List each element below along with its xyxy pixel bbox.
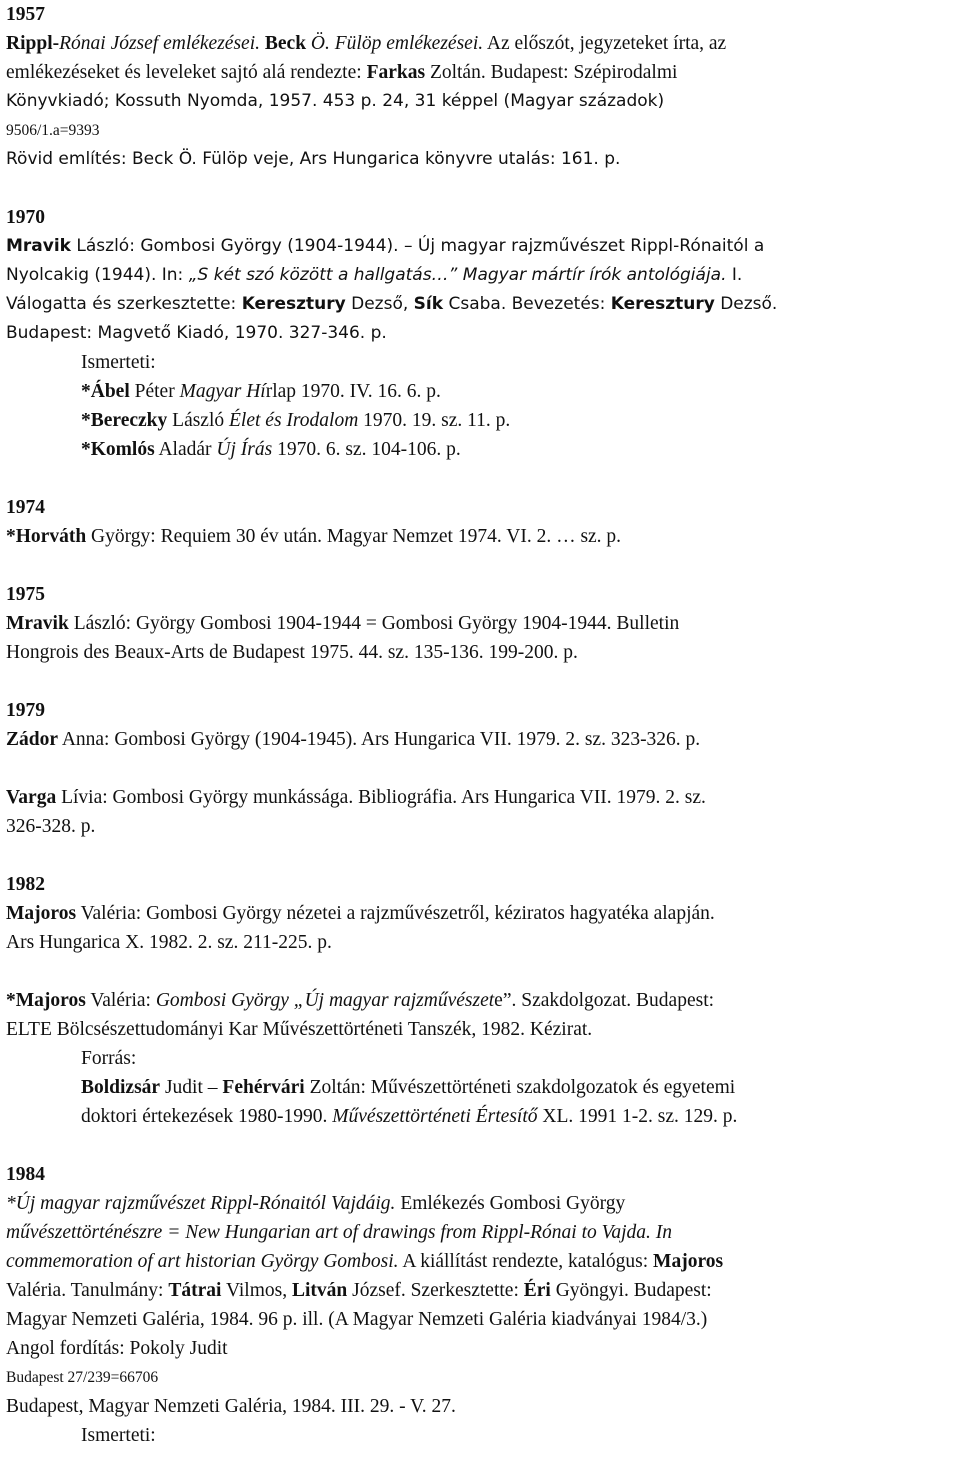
author-surname: Sík <box>413 294 444 314</box>
author-surname: *Bereczky <box>81 410 168 431</box>
entry-1957-line-1: Rippl-Rónai József emlékezései. Beck Ö. Fülöp emlékezései. Az előszót, jegyzeteket írta, az <box>6 33 727 54</box>
author-surname: Keresztury <box>610 294 715 314</box>
review-line: *Komlós Aladár Új Írás 1970. 6. sz. 104-106. p. <box>81 439 461 460</box>
entry-1984-line-3: commemoration of art historian György Gombosi. A kiállítást rendezte, katalógus: Majoros <box>6 1251 724 1272</box>
author-surname: Fehérvári <box>222 1077 305 1098</box>
author-surname: Keresztury <box>241 294 346 314</box>
entry-1970-line-4: Budapest: Magvető Kiadó, 1970. 327-346. p. <box>6 323 387 343</box>
author-surname: Beck <box>264 33 307 54</box>
review-heading: Ismerteti: <box>81 352 156 373</box>
entry-1970-line-2: Nyolcakig (1944). In: „S két szó között a hallgatás…” Magyar mártír írók antológiája. I. <box>6 265 743 285</box>
title: művészettörténészre = New Hungarian art of drawings from Rippl-Rónai to Vajda. In <box>6 1222 673 1243</box>
author-surname: Majoros <box>653 1251 724 1272</box>
year-heading-1974: 1974 <box>6 497 45 518</box>
entry-1984-translation: Angol fordítás: Pokoly Judit <box>6 1338 228 1359</box>
entry-1979b-line-2: 326-328. p. <box>6 816 96 837</box>
author-surname: *Horváth <box>6 526 87 547</box>
author-surname: Mravik <box>6 613 69 634</box>
year-heading-1982: 1982 <box>6 874 45 895</box>
bibliography-page <box>6 0 956 1450</box>
author-surname: *Majoros <box>6 990 86 1011</box>
title: Gombosi György „Új magyar rajzművészet <box>155 990 495 1011</box>
review-heading: Ismerteti: <box>81 1425 156 1446</box>
entry-1970-line-3: Válogatta és szerkesztette: Keresztury Dezső, Sík Csaba. Bevezetés: Keresztury Dezső. <box>6 294 778 314</box>
entry-1984-call-number: Budapest 27/239=66706 <box>6 1369 159 1386</box>
title: commemoration of art historian György Gombosi. <box>6 1251 399 1272</box>
title: Rónai József emlékezései. <box>59 33 260 54</box>
source-line-2: doktori értekezések 1980-1990. Művészettörténeti Értesítő XL. 1991 1-2. sz. 129. p. <box>81 1106 738 1127</box>
entry-1957-line-2: emlékezéseket és leveleket sajtó alá rendezte: Farkas Zoltán. Budapest: Szépirodalmi <box>6 62 678 83</box>
review-line: *Ábel Péter Magyar Hírlap 1970. IV. 16. 6. p. <box>81 381 441 402</box>
year-heading-1984: 1984 <box>6 1164 45 1185</box>
year-heading-1957: 1957 <box>6 4 45 25</box>
author-surname: Boldizsár <box>81 1077 161 1098</box>
author-surname: Rippl- <box>6 33 60 54</box>
entry-1984-exhibition: Budapest, Magyar Nemzeti Galéria, 1984. III. 29. - V. 27. <box>6 1396 456 1417</box>
entry-1984-line-2 <box>6 1218 956 1247</box>
author-surname: Tátrai <box>168 1280 222 1301</box>
entry-1982-line-1: Majoros Valéria: Gombosi György nézetei a rajzművészetről, kéziratos hagyatéka alapján. <box>6 903 715 924</box>
author-surname: Mravik <box>6 236 71 256</box>
author-surname: Éri <box>523 1280 551 1301</box>
entry-1957-call-number: 9506/1.a=9393 <box>6 122 100 139</box>
title: Magyar Hí <box>179 381 266 402</box>
year-heading-1970: 1970 <box>6 207 45 228</box>
author-surname: Farkas <box>366 62 426 83</box>
author-surname: Zádor <box>6 729 59 750</box>
author-surname: Varga <box>6 787 57 808</box>
entry-1979-line-1: Zádor Anna: Gombosi György (1904-1945). Ars Hungarica VII. 1979. 2. sz. 323-326. p. <box>6 729 701 750</box>
entry-1975-line-1: Mravik László: György Gombosi 1904-1944 = Gombosi György 1904-1944. Bulletin <box>6 613 680 634</box>
year-heading-1979: 1979 <box>6 700 45 721</box>
title: Élet és Irodalom <box>229 410 359 431</box>
entry-1982b-line-2: ELTE Bölcsészettudományi Kar Művészettörténeti Tanszék, 1982. Kézirat. <box>6 1019 593 1040</box>
entry-1979b-line-1: Varga Lívia: Gombosi György munkássága. Bibliográfia. Ars Hungarica VII. 1979. 2. sz. <box>6 787 706 808</box>
title: Ö. Fülöp emlékezései. <box>310 33 484 54</box>
title: Művészettörténeti Értesítő <box>332 1106 538 1127</box>
author-surname: *Komlós <box>81 439 155 460</box>
entry-1984-line-1: *Új magyar rajzművészet Rippl-Rónaitól Vajdáig. Emlékezés Gombosi György <box>6 1193 626 1214</box>
year-heading-1975: 1975 <box>6 584 45 605</box>
author-surname: Litván <box>291 1280 348 1301</box>
entry-1982-line-2: Ars Hungarica X. 1982. 2. sz. 211-225. p. <box>6 932 332 953</box>
source-heading: Forrás: <box>81 1048 137 1069</box>
entry-1982b-line-1: *Majoros Valéria: Gombosi György „Új magyar rajzművészete”. Szakdolgozat. Budapest: <box>6 990 715 1011</box>
source-line-1: Boldizsár Judit – Fehérvári Zoltán: Művészettörténeti szakdolgozatok és egyetemi <box>81 1077 736 1098</box>
title: Új Írás <box>216 439 273 460</box>
entry-1984-line-4: Valéria. Tanulmány: Tátrai Vilmos, Litván József. Szerkesztette: Éri Gyöngyi. Budapest: <box>6 1280 712 1301</box>
entry-1984-line-5: Magyar Nemzeti Galéria, 1984. 96 p. ill. (A Magyar Nemzeti Galéria kiadványai 1984/3.) <box>6 1309 708 1330</box>
entry-1957-line-3: Könyvkiadó; Kossuth Nyomda, 1957. 453 p. 24, 31 képpel (Magyar századok) <box>6 91 665 111</box>
title: „S két szó között a hallgatás…” Magyar mártír írók antológiája. <box>188 265 727 285</box>
entry-1974-line-1: *Horváth György: Requiem 30 év után. Magyar Nemzet 1974. VI. 2. … sz. p. <box>6 526 622 547</box>
author-surname: *Ábel <box>81 381 130 402</box>
author-surname: Majoros <box>6 903 77 924</box>
entry-1957-note: Rövid említés: Beck Ö. Fülöp veje, Ars Hungarica könyvre utalás: 161. p. <box>6 149 621 169</box>
entry-1975-line-2: Hongrois des Beaux-Arts de Budapest 1975. 44. sz. 135-136. 199-200. p. <box>6 642 578 663</box>
title: *Új magyar rajzművészet Rippl-Rónaitól Vajdáig. <box>6 1193 396 1214</box>
entry-1970-line-1: Mravik László: Gombosi György (1904-1944). – Új magyar rajzművészet Rippl-Rónaitól a <box>6 236 765 256</box>
review-line: *Bereczky László Élet és Irodalom 1970. 19. sz. 11. p. <box>81 410 511 431</box>
